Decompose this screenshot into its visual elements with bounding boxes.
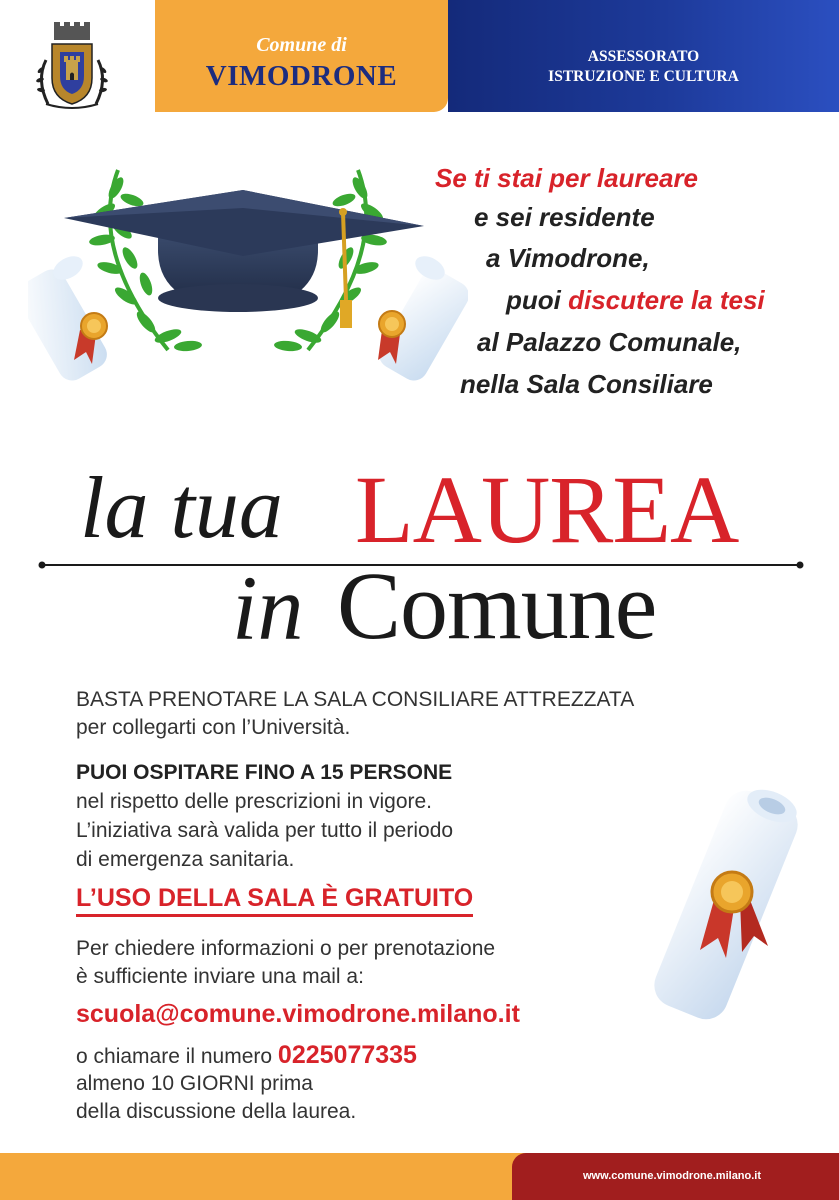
title-la-tua: la tua [80,460,283,557]
title-laurea: LAUREA [355,456,739,563]
body-p1-line2: per collegarti con l’Università. [76,716,351,739]
intro-line-4 [506,285,765,316]
body-p2-heading: PUOI OSPITARE FINO A 15 PERSONE [76,761,453,784]
diploma-scroll-left-icon [28,251,112,385]
intro-line-4-highlight: discutere la tesi [568,285,765,315]
intro-line-5: al Palazzo Comunale, [477,327,742,357]
body-p2-line1: nel rispetto delle prescrizioni in vigore. [76,790,433,813]
intro-line-2: e sei residente [474,202,655,232]
body-p4-prefix: o chiamare il numero [76,1045,278,1068]
intro-line-6: nella Sala Consiliare [460,369,713,399]
header-town-name: VIMODRONE [205,60,398,92]
contact-email-link[interactable]: scuola@comune.vimodrone.milano.it [76,1000,520,1028]
body-p3-line2: è sufficiente inviare una mail a: [76,965,364,988]
body-p4-line3: della discussione della laurea. [76,1100,357,1123]
title-in: in [232,557,304,659]
contact-phone-number[interactable]: 0225077335 [277,1041,417,1069]
body-p4-line1 [76,1043,417,1068]
body-p4-line2: almeno 10 GIORNI prima [76,1072,313,1095]
graduation-illustration [28,160,468,400]
coat-of-arms-logo [32,20,112,112]
free-notice: L’USO DELLA SALA È GRATUITO [76,886,473,917]
body-p1-line1: BASTA PRENOTARE LA SALA CONSILIARE ATTREZZATA [76,688,635,711]
footer-website-link[interactable]: www.comune.vimodrone.milano.it [582,1170,762,1182]
body-p2-line3: di emergenza sanitaria. [76,848,295,871]
header-assessorato: ASSESSORATO [587,48,700,65]
intro-line-3: a Vimodrone, [486,243,650,273]
body-p2-line2: L’iniziativa sarà valida per tutto il periodo [76,819,454,842]
intro-line-1: Se ti stai per laureare [435,163,699,193]
header-comune-di: Comune di [256,34,347,56]
header-department: ISTRUZIONE E CULTURA [548,68,739,85]
diploma-scroll-right-icon [374,251,468,385]
title-comune: Comune [337,552,657,659]
intro-line-4-prefix: puoi [506,285,569,315]
diploma-scroll-large-icon [630,780,820,1020]
body-p3-line1: Per chiedere informazioni o per prenotazione [76,937,496,960]
